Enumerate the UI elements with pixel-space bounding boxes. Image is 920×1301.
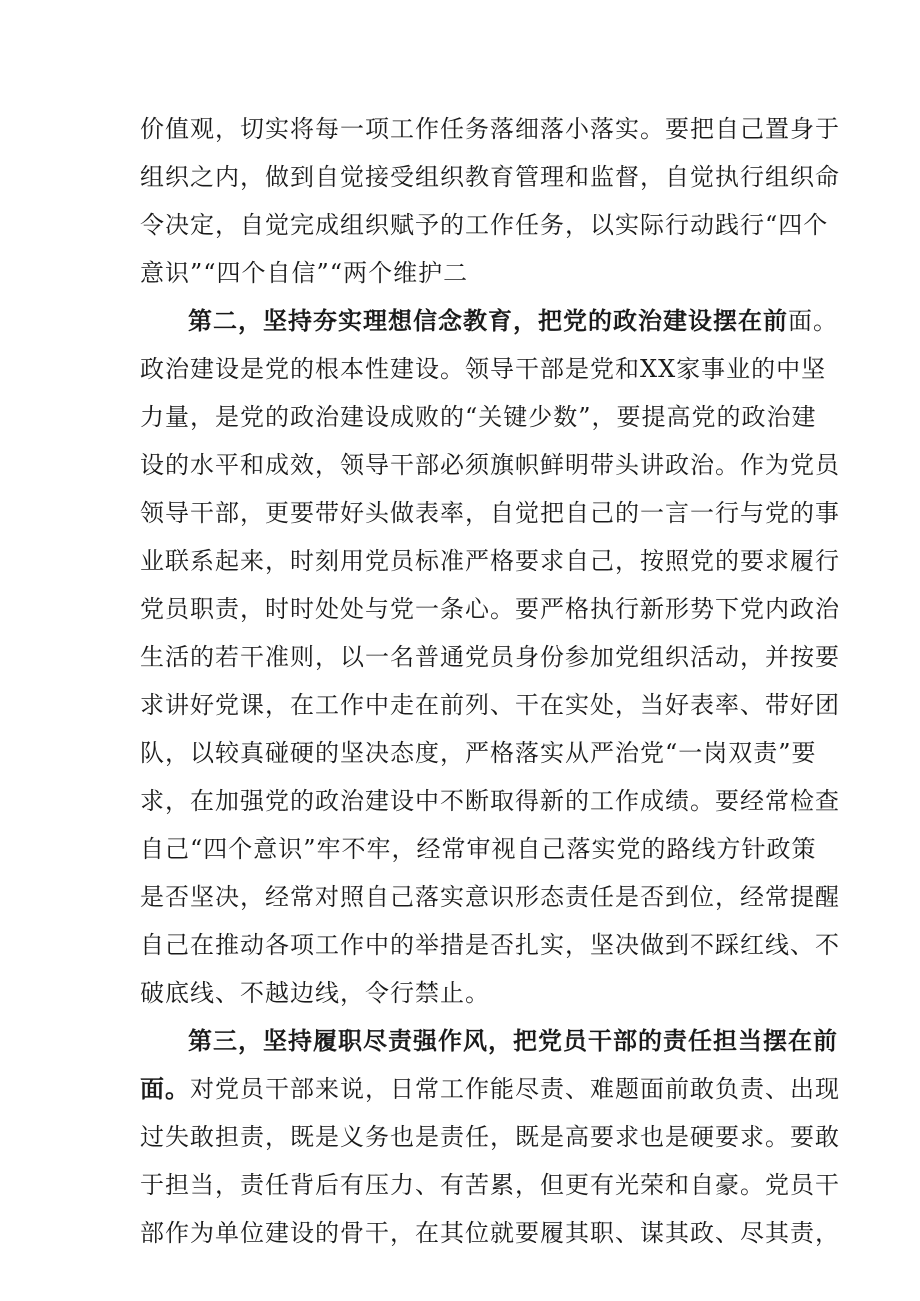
paragraph-line: 求，在加强党的政治建设中不断取得新的工作成绩。要经常检查 [140,787,840,815]
paragraph-line: 部作为单位建设的骨干，在其位就要履其职、谋其政、尽其责， [140,1219,840,1247]
paragraph-line: 意识”“四个自信”“两个维护二 [140,259,469,287]
paragraph-line: 自己在推动各项工作中的举措是否扎实，坚决做到不踩红线、不 [140,931,840,959]
paragraph-line: 组织之内，做到自觉接受组织教育管理和监督，自觉执行组织命 [140,163,840,191]
paragraph-line: 生活的若干准则，以一名普通党员身份参加党组织活动，并按要 [140,643,840,671]
paragraph-line: 业联系起来，时刻用党员标准严格要求自己，按照党的要求履行 [140,547,840,575]
paragraph-line: 价值观，切实将每一项工作任务落细落小落实。要把自己置身于 [140,115,840,143]
paragraph-line: 过失敢担责，既是义务也是责任，既是高要求也是硬要求。要敢 [140,1123,840,1151]
paragraph-line-text: 对党员干部来说，日常工作能尽责、难题面前敢负责、出现 [190,1075,840,1103]
paragraph-line: 求讲好党课，在工作中走在前列、干在实处，当好表率、带好团 [140,691,840,719]
paragraph-line: 政治建设是党的根本性建设。领导干部是党和XX家事业的中坚 [140,355,827,383]
section-heading-3-tail: 面。 [140,1075,190,1103]
paragraph-line: 党员职责，时时处处与党一条心。要严格执行新形势下党内政治 [140,595,840,623]
paragraph-line: 队，以较真碰硬的坚决态度，严格落实从严治党“一岗双责”要 [140,739,817,767]
section-heading-2-bold: 第二，坚持夯实理想信念教育，把党的政治建设摆在前 [188,307,788,335]
paragraph-line: 令决定，自觉完成组织赋予的工作任务，以实际行动践行“四个 [140,211,829,239]
paragraph-line: 领导干部，更要带好头做表率，自觉把自己的一言一行与党的事 [140,499,840,527]
paragraph-line: 力量，是党的政治建设成败的“关键少数”，要提高党的政治建 [140,403,817,431]
section-heading-2 [188,306,838,336]
paragraph-line: 自己“四个意识”牢不牢，经常审视自己落实党的路线方针政策 [140,835,817,863]
paragraph-line [140,1074,840,1104]
section-heading-3: 第三，坚持履职尽责强作风，把党员干部的责任担当摆在前 [188,1027,838,1055]
section-heading-2-tail: 面。 [788,307,838,335]
paragraph-line: 于担当，责任背后有压力、有苦累，但更有光荣和自豪。党员干 [140,1171,840,1199]
paragraph-line: 破底线、不越边线，令行禁止。 [140,979,490,1007]
paragraph-line: 是否坚决，经常对照自己落实意识形态责任是否到位，经常提醒 [140,883,840,911]
paragraph-line: 设的水平和成效，领导干部必须旗帜鲜明带头讲政治。作为党员 [140,451,840,479]
